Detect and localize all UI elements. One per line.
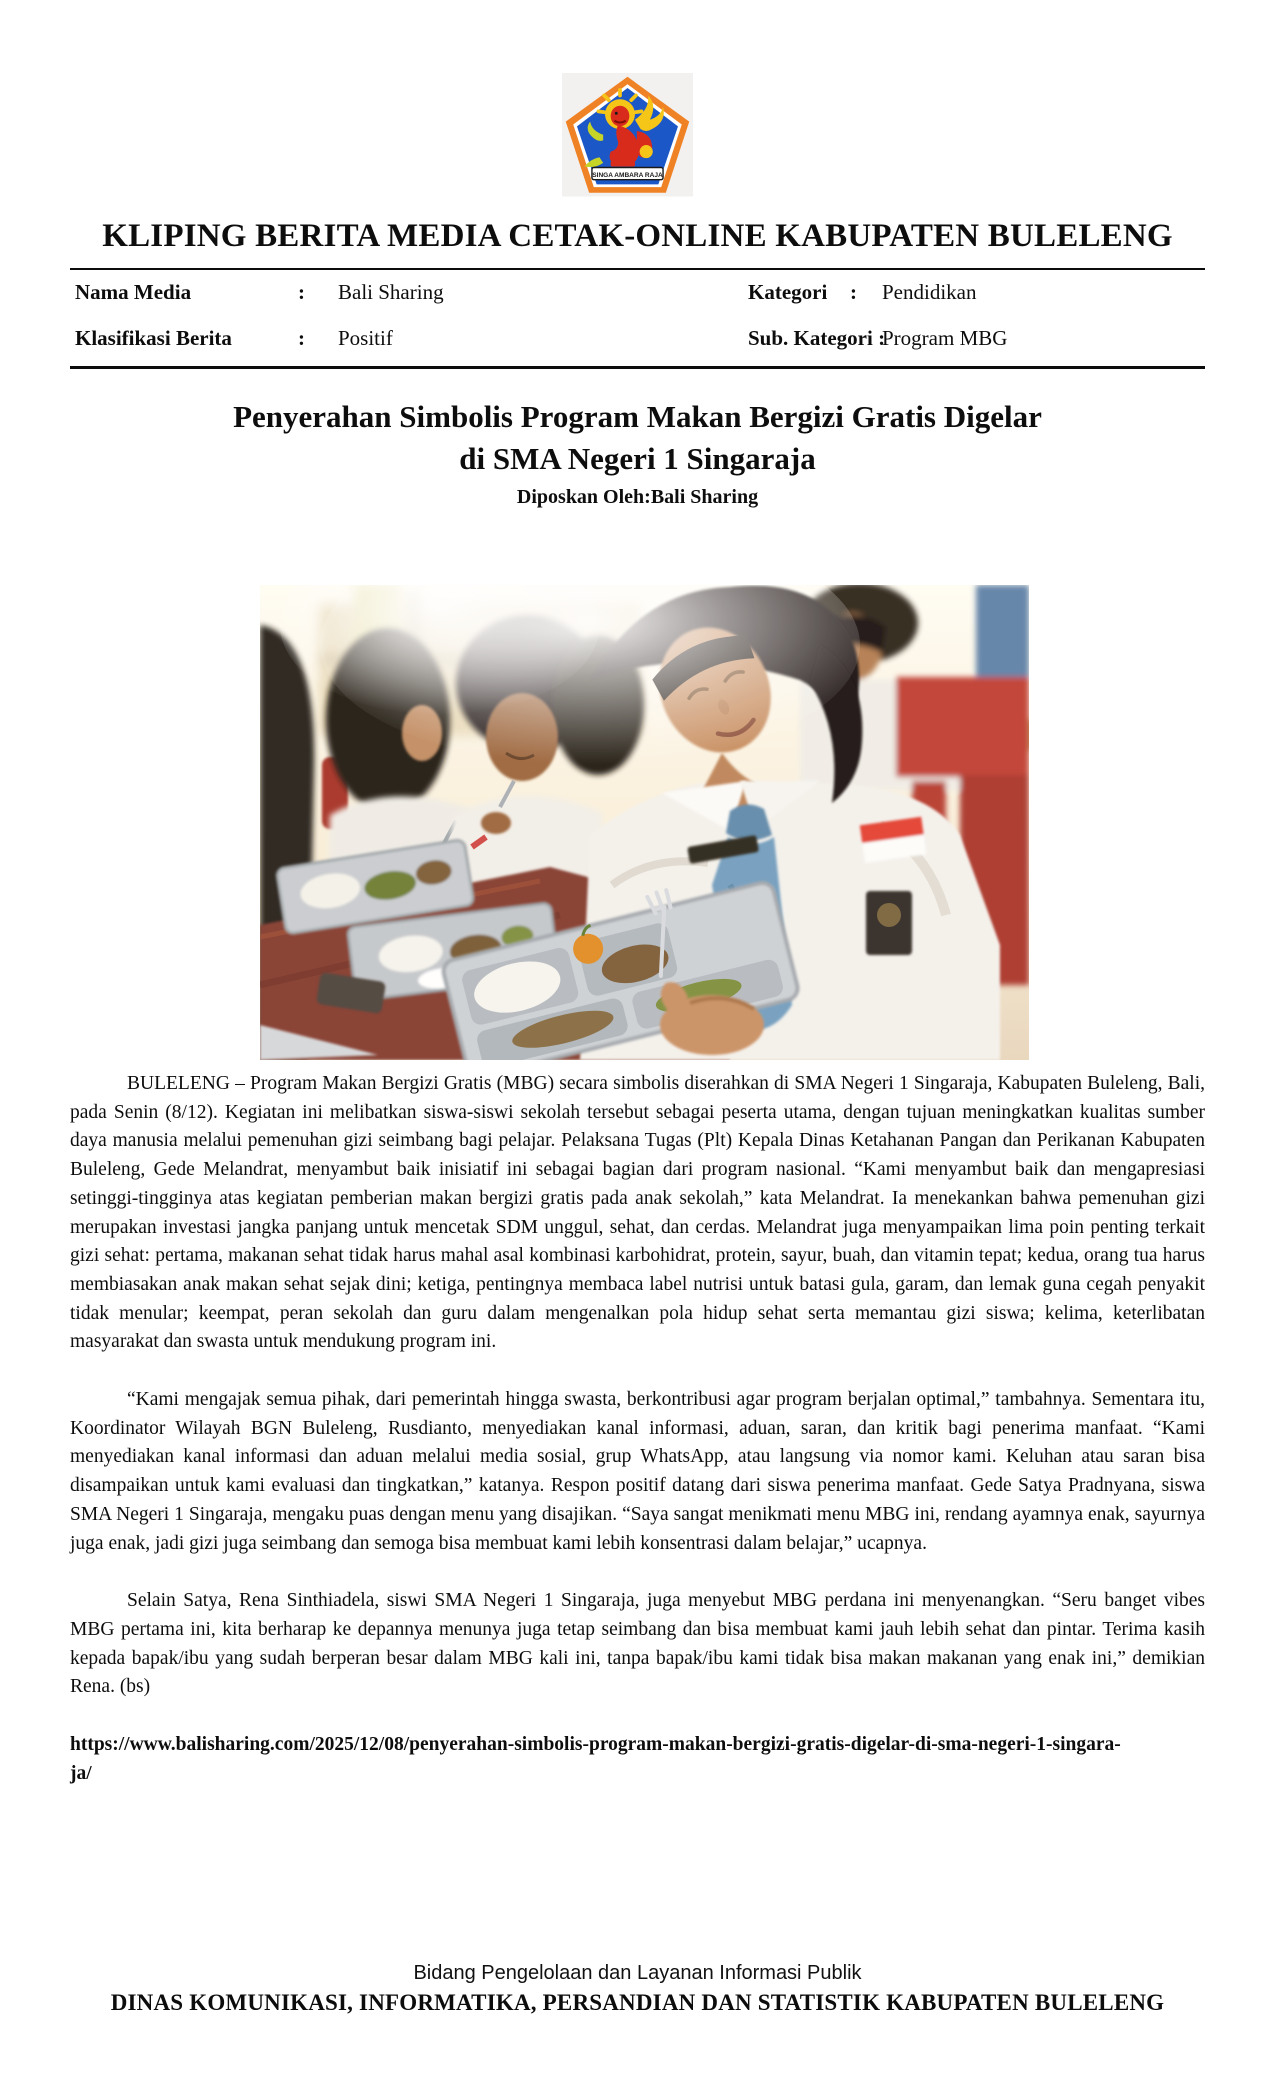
sub-kategori-value: Program MBG: [882, 326, 1008, 350]
klasifikasi-berita-label: Klasifikasi Berita: [75, 326, 232, 350]
nama-media-label: Nama Media: [75, 280, 192, 304]
buleleng-logo-icon: [562, 73, 693, 197]
metadata-table: [70, 280, 1205, 372]
nama-media-colon: :: [298, 280, 305, 304]
article-photo: [260, 585, 1029, 1060]
header-divider: [70, 268, 1205, 270]
article-byline: Diposkan Oleh:Bali Sharing: [516, 486, 759, 508]
footer-agency-name: DINAS KOMUNIKASI, INFORMATIKA, PERSANDIAN DAN STATISTIK KABUPATEN BULELENG: [110, 1990, 1165, 2015]
document-title: KLIPING BERITA MEDIA CETAK-ONLINE KABUPATEN BULELENG: [102, 218, 1173, 254]
students-eating-photo-illustration: [260, 585, 1029, 1060]
kategori-colon: :: [850, 280, 857, 304]
klasifikasi-berita-colon: :: [298, 326, 305, 350]
logo-banner-text: SINGA AMBARA RAJA: [592, 171, 663, 179]
article-title-line1: Penyerahan Simbolis Program Makan Bergizi Gratis Digelar: [233, 399, 1042, 434]
logo-banner: [592, 167, 663, 179]
metadata-row-1: [70, 280, 1205, 326]
footer-division-name: Bidang Pengelolaan dan Layanan Informasi Publik: [413, 1962, 862, 1984]
article-title-line2: di SMA Negeri 1 Singaraja: [459, 441, 816, 476]
source-url-line2: ja/: [70, 1762, 92, 1784]
buleleng-coat-of-arms-logo: [562, 73, 693, 197]
paragraph-3: Selain Satya, Rena Sinthiadela, siswi SMA Negeri 1 Singaraja, juga menyebut MBG perdana ini menyenangkan. “Seru banget vibes MBG pertama ini, kita berharap ke depannya menunya juga tetap seimbang dan bisa membuat kami jauh lebih sehat dan pintar. Terima kasih kepada bapak/ibu yang sudah berperan besar dalam MBG kali ini, tanpa bapak/ibu kami tidak bisa makan makanan yang enak ini,” demikian Rena. (bs): [70, 1590, 1205, 1698]
metadata-divider: [70, 366, 1205, 369]
kategori-value: Pendidikan: [882, 280, 977, 304]
article-body: [70, 1062, 1205, 1788]
kategori-label: Kategori: [748, 280, 828, 304]
source-url: [70, 1731, 1205, 1788]
paragraph-2: “Kami mengajak semua pihak, dari pemerintah hingga swasta, berkontribusi agar program berjalan optimal,” tambahnya. Sementara itu, Koordinator Wilayah BGN Buleleng, Rusdianto, menyediakan kanal informasi, aduan, saran, dan kritik bagi penerima manfaat. “Kami menyediakan kanal informasi dan aduan melalui media sosial, grup WhatsApp, atau langsung via nomor kami. Keluhan atau saran bisa disampaikan untuk kami evaluasi dan tingkatkan,” katanya. Respon positif datang dari siswa penerima manfaat. Gede Satya Pradnyana, siswa SMA Negeri 1 Singaraja, mengaku puas dengan menu yang disajikan. “Saya sangat menikmati menu MBG ini, rendang ayamnya enak, sayurnya juga enak, jadi gizi juga seimbang dan semoga bisa membuat kami lebih konsentrasi dalam belajar,” ucapnya.: [70, 1389, 1205, 1554]
paragraph-1: BULELENG – Program Makan Bergizi Gratis (MBG) secara simbolis diserahkan di SMA Negeri 1 Singaraja, Kabupaten Buleleng, Bali, pada Senin (8/12). Kegiatan ini melibatkan siswa-siswi sekolah tersebut sebagai peserta utama, dengan tujuan meningkatkan kualitas sumber daya manusia melalui pemenuhan gizi seimbang bagi pelajar. Pelaksana Tugas (Plt) Kepala Dinas Ketahanan Pangan dan Perikanan Kabupaten Buleleng, Gede Melandrat, menyambut baik inisiatif ini sebagai bagian dari program nasional. “Kami menyambut baik dan mengapresiasi setinggi-tingginya atas kegiatan pemberian makan bergizi gratis pada anak sekolah,” kata Melandrat. Ia menekankan bahwa pemenuhan gizi merupakan investasi jangka panjang untuk mencetak SDM unggul, sehat, dan cerdas. Melandrat juga menyampaikan lima poin penting terkait gizi sehat: pertama, makanan sehat tidak harus mahal asal kombinasi karbohidrat, protein, sayur, buah, dan vitamin tepat; kedua, orang tua harus membiasakan anak makan sehat sejak dini; ketiga, pentingnya membaca label nutrisi untuk batasi gula, garam, dan lemak guna cegah penyakit tidak menular; keempat, peran sekolah dan guru dalam mengenalkan pola hidup sehat serta memantau gizi siswa; kelima, keterlibatan masyarakat dan swasta untuk mendukung program ini.: [70, 1073, 1205, 1353]
klasifikasi-berita-value: Positif: [338, 326, 393, 350]
article-title: [0, 396, 1275, 480]
source-url-line1: https://www.balisharing.com/2025/12/08/penyerahan-simbolis-program-makan-bergizi-gratis-digelar-di-sma-negeri-1-singara-: [70, 1734, 1121, 1756]
sub-kategori-label: Sub. Kategori :: [748, 326, 886, 350]
nama-media-value: Bali Sharing: [338, 280, 444, 304]
